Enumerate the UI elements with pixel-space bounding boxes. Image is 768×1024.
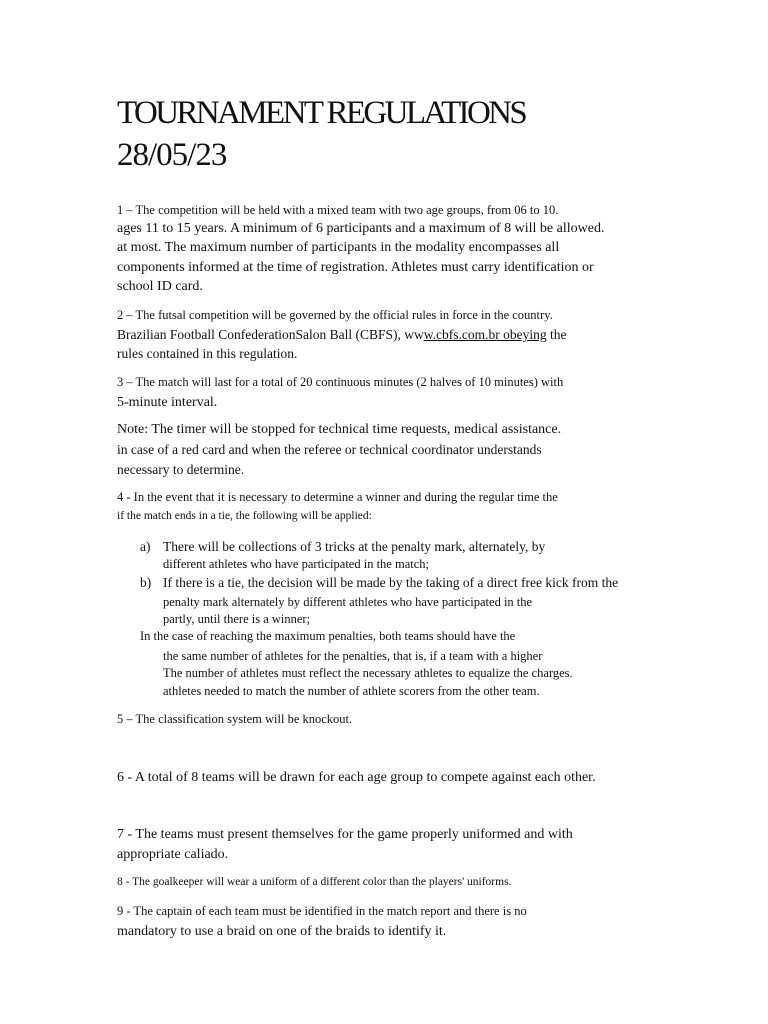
item-1-line-3: at most. The maximum number of participants in the modality encompasses all [117,240,560,255]
document-title: TOURNAMENT REGULATIONS [117,95,526,131]
item-2-line-3: rules contained in this regulation. [117,346,298,361]
item-8-line-1: 8 - The goalkeeper will wear a uniform of a different color than the players' uniforms. [117,876,512,888]
item-2-line-2 [117,328,566,342]
list-marker-b: b) [140,575,152,590]
item-4-line-1: 4 - In the event that it is necessary to determine a winner and during the regular time the [117,490,558,504]
cbfs-link[interactable]: w.cbfs.com.br obeying [423,327,547,342]
item-4c-line-4: athletes needed to match the number of athlete scorers from the other team. [163,684,540,698]
list-marker-a: a) [140,539,151,554]
item-1-line-5: school ID card. [117,279,203,294]
item-4c-line-2: the same number of athletes for the penalties, that is, if a team with a higher [163,649,543,663]
note-line-3: necessary to determine. [117,462,245,477]
note-line-2: in case of a red card and when the referee or technical coordinator understands [117,442,542,457]
item-1-line-2: ages 11 to 15 years. A minimum of 6 participants and a maximum of 8 will be allowed. [117,221,605,236]
item-9-line-1: 9 - The captain of each team must be identified in the match report and there is no [117,904,527,918]
item-4a-line-2: different athletes who have participated in the match; [163,557,429,571]
item-5-line-1: 5 – The classification system will be knockout. [117,712,353,726]
item-3-line-2: 5-minute interval. [117,395,218,410]
document-date: 28/05/23 [117,137,227,173]
item-4b-line-2: penalty mark alternately by different athletes who have participated in the [163,595,533,609]
item-9-line-2: mandatory to use a braid on one of the braids to identify it. [117,924,447,939]
item-4b-line-1: If there is a tie, the decision will be made by the taking of a direct free kick from the [163,575,619,590]
note-line-1: Note: The timer will be stopped for technical time requests, medical assistance. [117,422,562,437]
item-4b-line-3: partly, until there is a winner; [163,612,311,626]
item-7-line-1: 7 - The teams must present themselves for the game properly uniformed and with [117,827,573,842]
item-4c-line-3: The number of athletes must reflect the necessary athletes to equalize the charges. [163,666,573,680]
item-3-line-1: 3 – The match will last for a total of 20 continuous minutes (2 halves of 10 minutes) with [117,375,564,389]
item-7-line-2: appropriate caliado. [117,847,229,862]
item-6-line-1: 6 - A total of 8 teams will be drawn for each age group to compete against each other. [117,770,596,785]
item-1-line-1: 1 – The competition will be held with a mixed team with two age groups, from 06 to 10. [117,203,559,217]
item-1-line-4: components informed at the time of registration. Athletes must carry identification or [117,260,594,275]
item-4a-line-1: There will be collections of 3 tricks at the penalty mark, alternately, by [163,539,546,554]
item-4-line-2: if the match ends in a tie, the following will be applied: [117,510,372,522]
item-2-line-1: 2 – The futsal competition will be governed by the official rules in force in the country. [117,308,553,322]
item-2-text: Brazilian Football ConfederationSalon Ball (CBFS), ww [117,327,424,342]
item-2-text-tail: the [546,327,567,342]
item-4c-line-1: In the case of reaching the maximum penalties, both teams should have the [140,629,516,643]
